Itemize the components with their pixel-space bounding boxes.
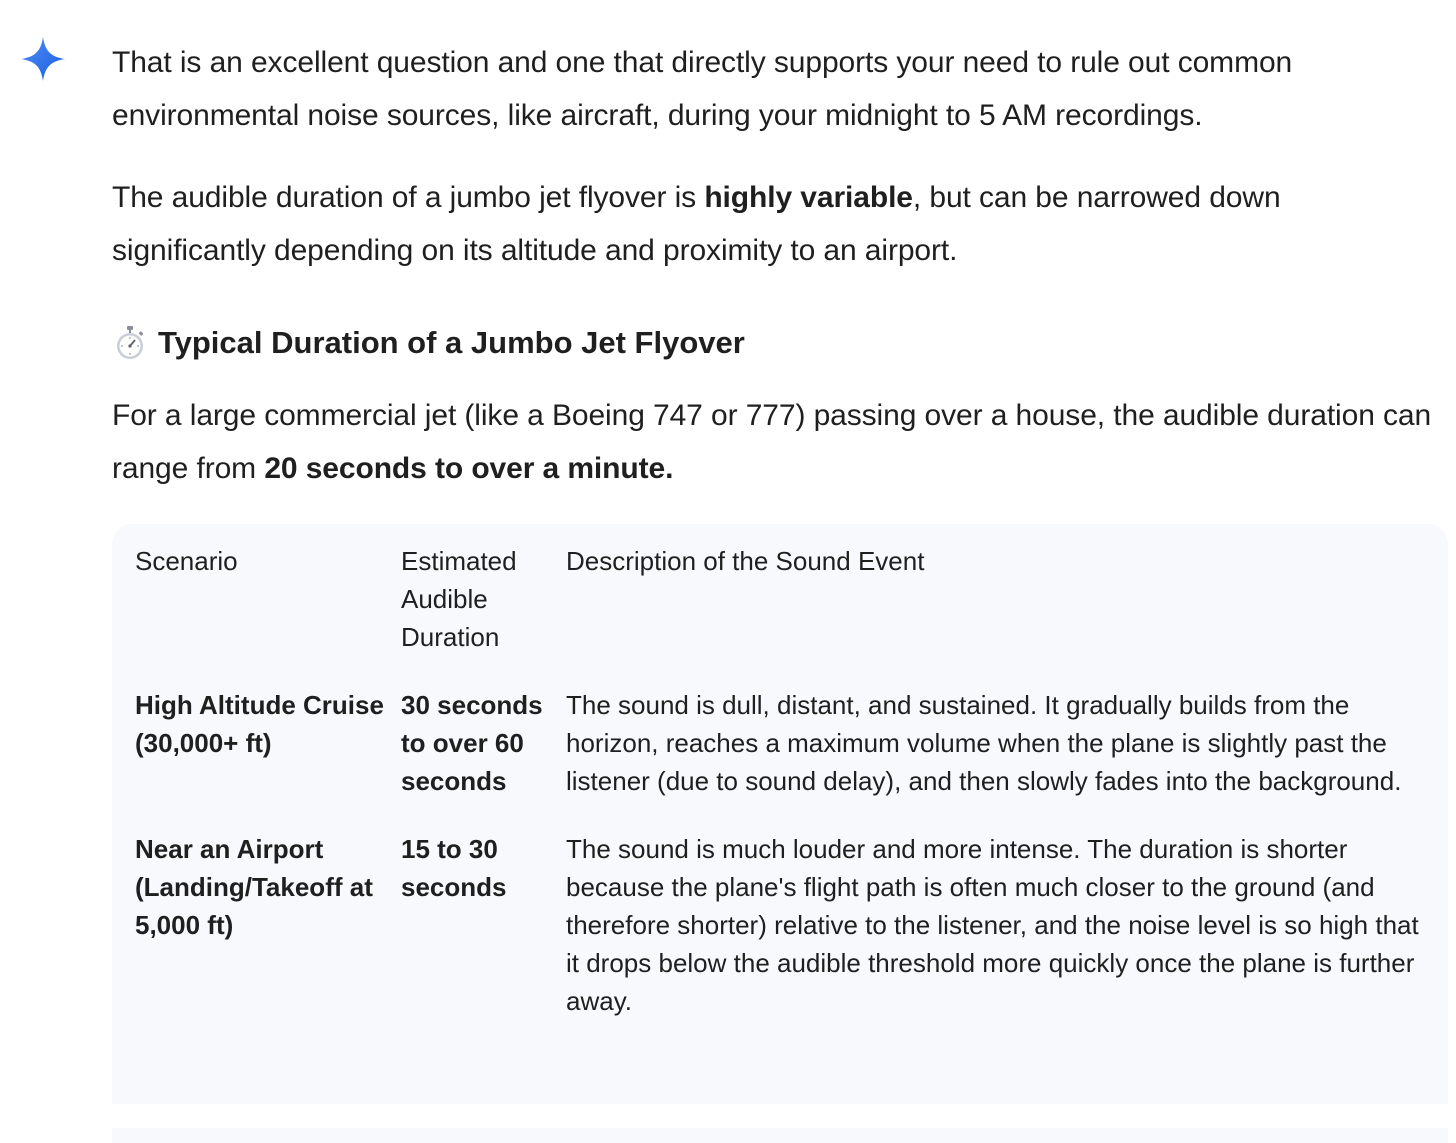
- response-paragraph-intro: That is an excellent question and one that directly supports your need to rule out common environmental noise sources, like aircraft, during your midnight to 5 AM recordings.: [112, 46, 1293, 132]
- assistant-response: [112, 36, 1442, 1104]
- cell-scenario: Near an Airport (Landing/Takeoff at 5,000 ft): [135, 834, 373, 940]
- duration-table: [112, 524, 1448, 1020]
- emphasis-text: 20 seconds to over a minute.: [264, 452, 674, 485]
- emphasis-text: highly variable: [704, 181, 913, 214]
- duration-table-container: [112, 524, 1448, 1104]
- section-heading-text: Typical Duration of a Jumbo Jet Flyover: [158, 325, 745, 360]
- table-row: [112, 830, 1448, 1020]
- response-paragraph-variability: [112, 171, 1442, 277]
- table-row: [112, 686, 1448, 830]
- stopwatch-icon: [112, 325, 148, 361]
- column-header-scenario: Scenario: [135, 546, 238, 576]
- text-segment: , but can be narrowed down significantly depending on its altitude and proximity to an airport.: [112, 181, 1281, 267]
- cell-description: The sound is much louder and more intense. The duration is shorter because the plane's flight path is often much closer to the ground (and therefore shorter) relative to the listener, and the noise level is so high that it drops below the audible threshold more quickly once the plane is further away.: [566, 834, 1419, 1016]
- table-continuation: [112, 1128, 1448, 1143]
- cell-scenario: High Altitude Cruise (30,000+ ft): [135, 690, 384, 758]
- cell-duration: 30 seconds to over 60 seconds: [401, 690, 543, 796]
- column-header-duration: Estimated Audible Duration: [401, 546, 517, 652]
- response-paragraph-duration: [112, 389, 1442, 495]
- text-segment: The audible duration of a jumbo jet flyover is: [112, 181, 705, 214]
- column-header-description: Description of the Sound Event: [566, 546, 925, 576]
- gemini-sparkle-icon: [20, 36, 66, 82]
- cell-duration: 15 to 30 seconds: [401, 834, 507, 902]
- text-segment: For a large commercial jet (like a Boeing 747 or 777) passing over a house, the audible duration can range from: [112, 399, 1432, 485]
- cell-description: The sound is dull, distant, and sustained. It gradually builds from the horizon, reaches a maximum volume when the plane is slightly past the listener (due to sound delay), and then slowly fades into the background.: [566, 690, 1402, 796]
- section-heading: [112, 321, 1442, 365]
- table-header-row: [112, 524, 1448, 686]
